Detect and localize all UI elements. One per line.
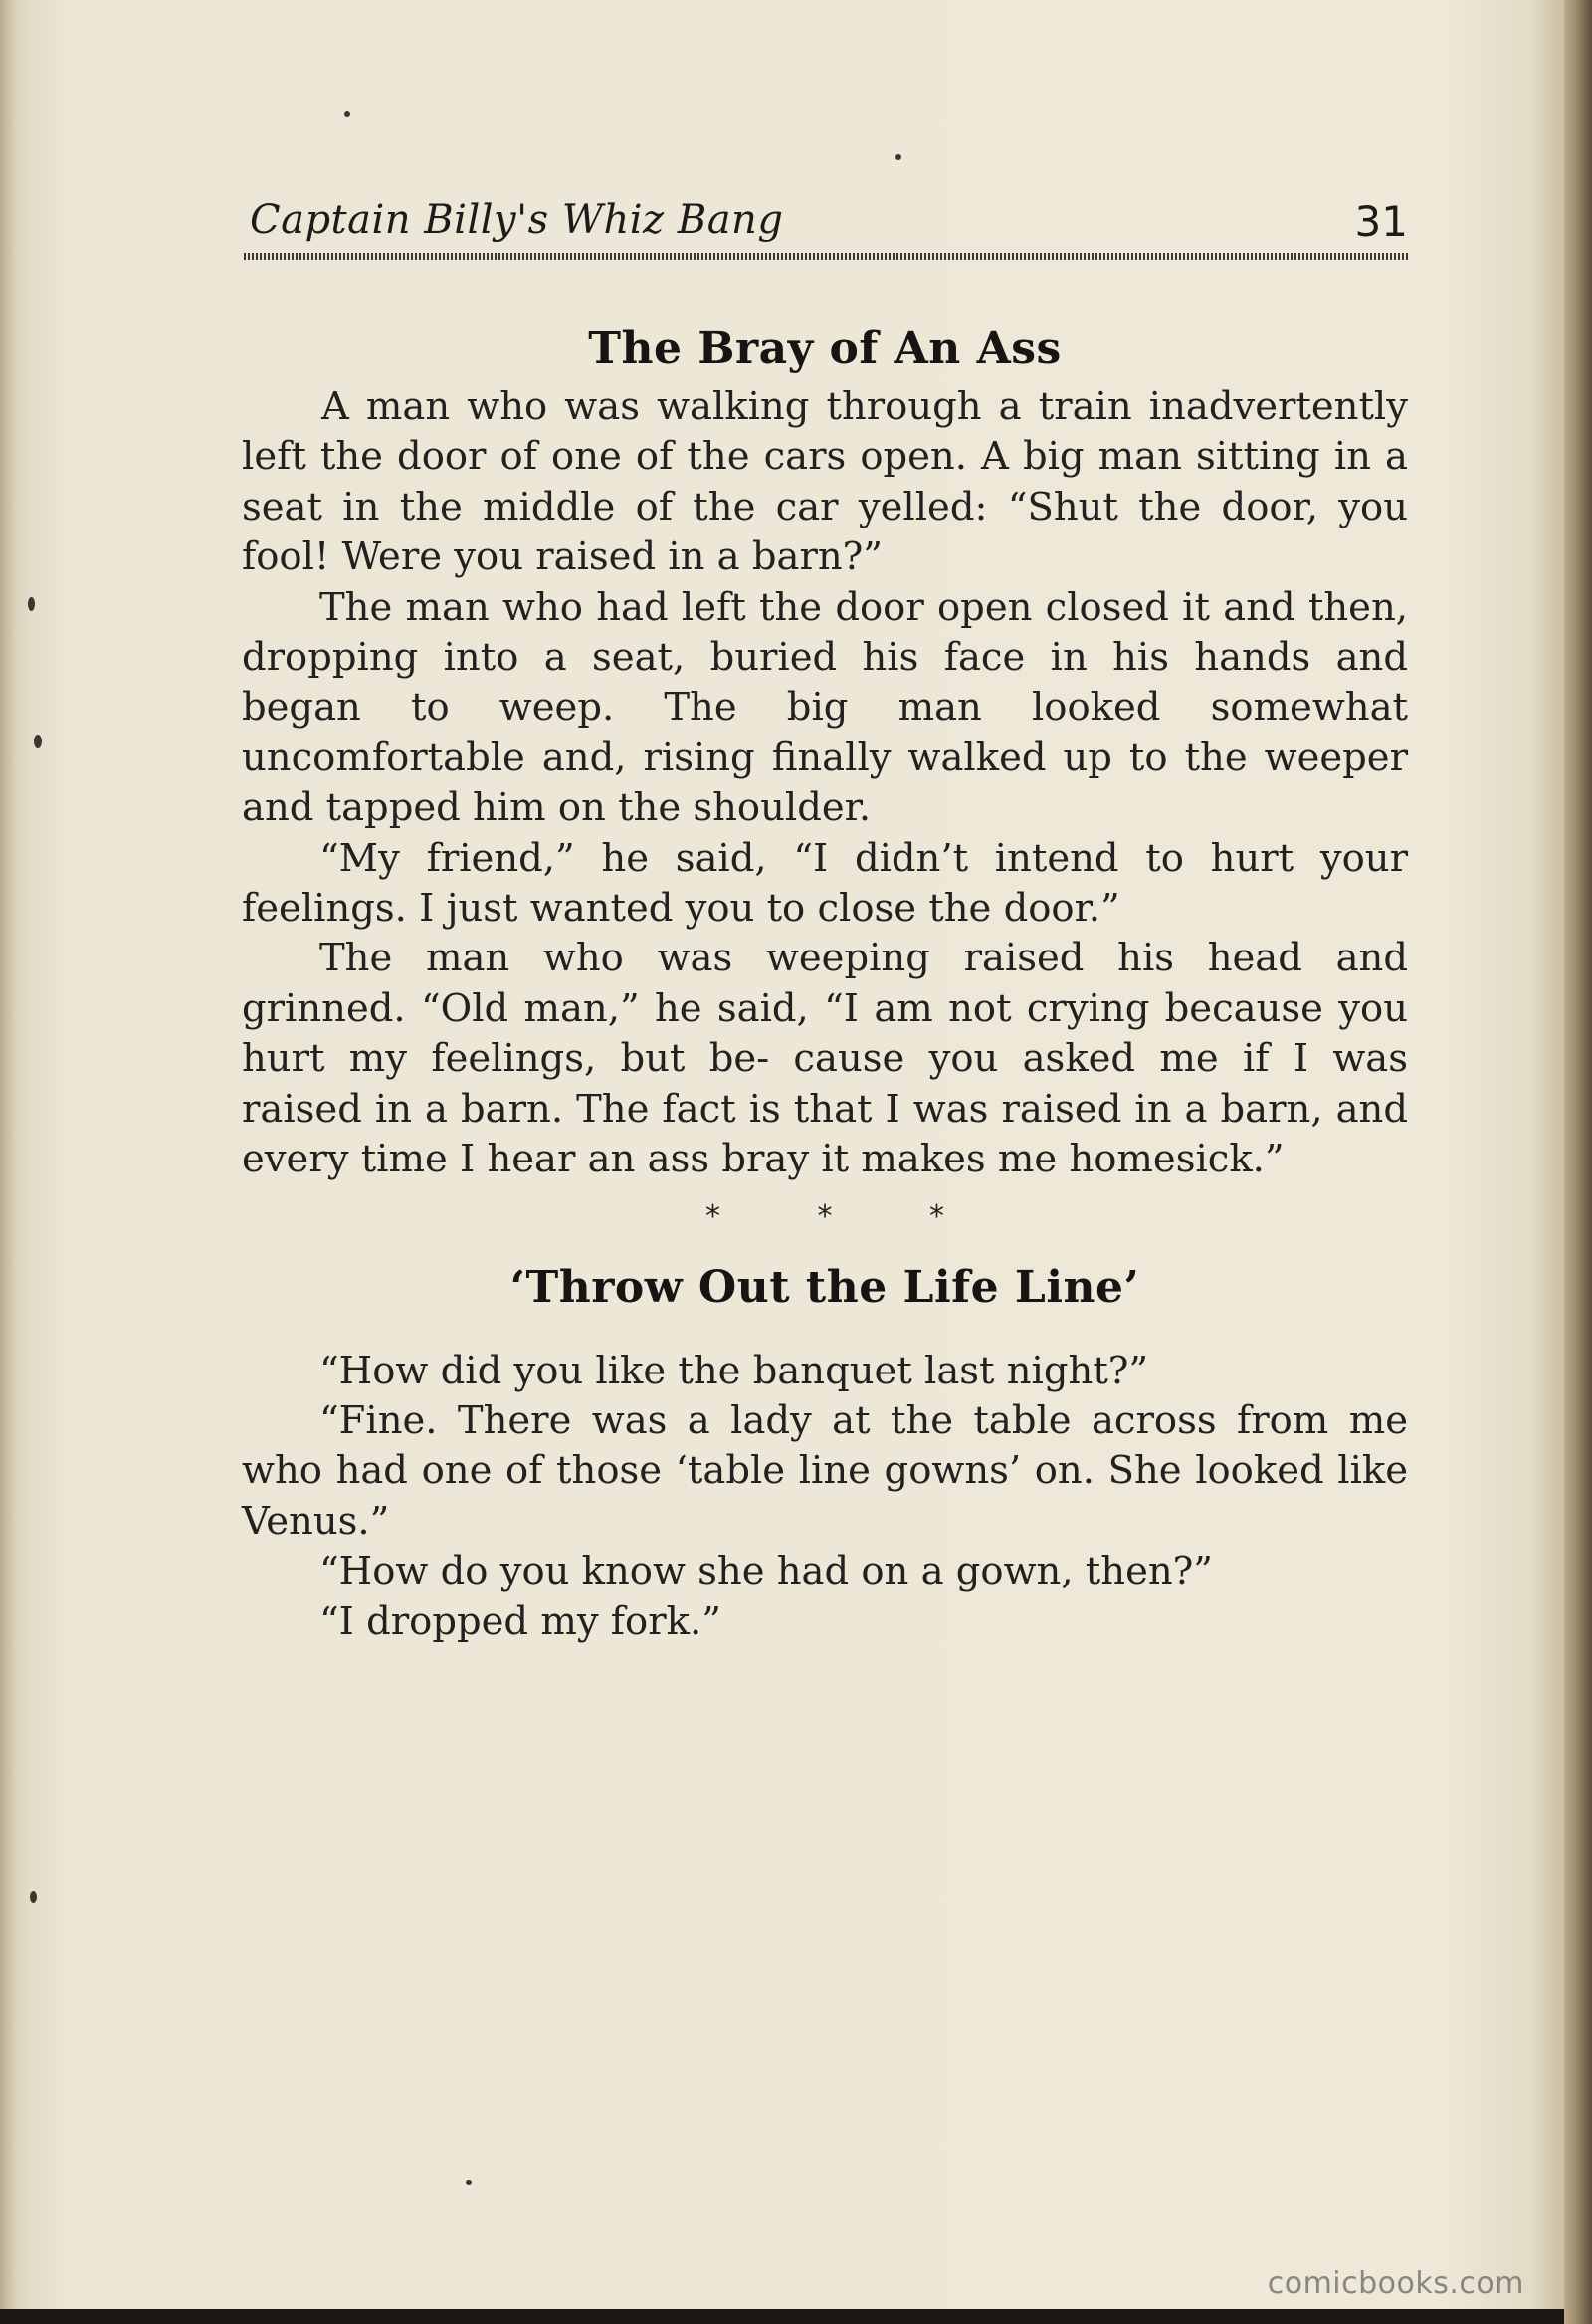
story-paragraph: A man who was walking through a train inadvertently left the door of one of the cars open. A big man sitting in a seat in the middle of the car yelled: “Shut the door, you fool! Were you raised in a barn?” bbox=[242, 384, 1408, 580]
article-text bbox=[242, 317, 1408, 1647]
paper-speck bbox=[28, 597, 35, 611]
running-head-rule bbox=[244, 253, 1408, 260]
story-paragraph: “I dropped my fork.” bbox=[319, 1598, 721, 1644]
story-paragraph: “How do you know she had on a gown, then?” bbox=[319, 1549, 1213, 1594]
paper-speck bbox=[34, 735, 42, 748]
page-number: 31 bbox=[1354, 197, 1408, 246]
paper-speck bbox=[344, 111, 350, 117]
story-paragraph: “My friend,” he said, “I didn’t intend to hurt your feelings. I just wanted you to close the door.” bbox=[242, 835, 1408, 932]
paper-speck bbox=[30, 1891, 37, 1903]
page-binding bbox=[0, 0, 14, 2309]
paper-speck bbox=[466, 2180, 472, 2185]
section-separator: * * * bbox=[704, 1198, 989, 1234]
watermark: comicbooks.com bbox=[1267, 2266, 1524, 2301]
story-title: The Bray of An Ass bbox=[588, 323, 1062, 374]
story-paragraph: “How did you like the banquet last night?” bbox=[319, 1348, 1149, 1393]
page-edge-shadow bbox=[1564, 0, 1592, 2324]
story-title: ‘Throw Out the Life Line’ bbox=[509, 1261, 1140, 1313]
story-paragraph: “Fine. There was a lady at the table across from me who had one of those ‘table line gowns’ on. She looked like Venus.” bbox=[242, 1397, 1408, 1544]
running-head-title: Captain Billy's Whiz Bang bbox=[250, 197, 784, 243]
story-paragraph: The man who was weeping raised his head and grinned. “Old man,” he said, “I am not crying because you hurt my feelings, but be- cause you asked me if I was raised in a barn. The fact is that I was raised in a barn, and every time I hear an ass bray it makes me homesick.” bbox=[242, 936, 1408, 1182]
story-paragraph: The man who had left the door open closed it and then, dropping into a seat, buried his face in his hands and began to weep. The big man looked somewhat uncomfortable and, rising finally walked up to the weeper and tapped him on the shoulder. bbox=[242, 584, 1408, 831]
paper-speck bbox=[896, 154, 901, 160]
running-head bbox=[244, 197, 1408, 259]
